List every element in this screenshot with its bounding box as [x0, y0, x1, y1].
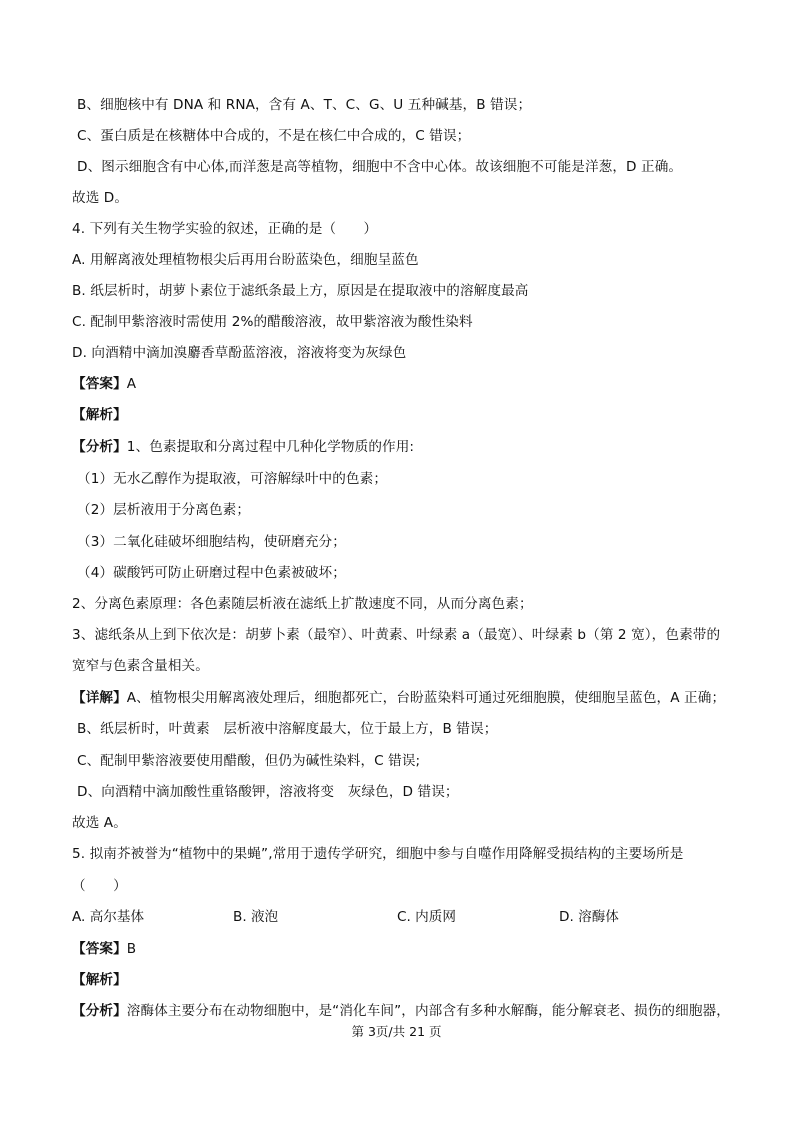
- text-line: （4）碳酸钙可防止研磨过程中色素被破坏；: [77, 565, 346, 581]
- analysis-line: [72, 438, 414, 456]
- analysis-tag: 【分析】: [72, 1003, 127, 1019]
- text-line: 2、分离色素原理：各色素随层析液在滤纸上扩散速度不同，从而分离色素；: [72, 596, 533, 612]
- analysis-heading: 【解析】: [72, 407, 127, 423]
- text-line: 3、滤纸条从上到下依次是：胡萝卜素（最窄）、叶黄素、叶绿素 a（最宽）、叶绿素 b（第 2 宽），色素带的: [72, 627, 721, 643]
- text-line: 故选 A。: [72, 815, 127, 831]
- text-line: （3）二氧化硅破坏细胞结构，使研磨充分；: [77, 534, 346, 550]
- text-line: B、细胞核中有 DNA 和 RNA，含有 A、T、C、G、U 五种碱基，B 错误；: [77, 97, 532, 113]
- question-5-option-b: B. 液泡: [233, 909, 279, 925]
- text-line: （1）无水乙醇作为提取液，可溶解绿叶中的色素；: [77, 471, 388, 487]
- question-5: 5. 拟南芥被誉为“植物中的果蝇”,常用于遗传学研究，细胞中参与自噬作用降解受损结构的主要场所是: [72, 846, 684, 862]
- detail-tag: 【详解】: [72, 690, 127, 706]
- analysis-text: 1、色素提取和分离过程中几种化学物质的作用:: [126, 439, 415, 455]
- answer-line: [72, 375, 136, 393]
- analysis-line: [72, 1002, 730, 1020]
- analysis-heading: 【解析】: [72, 972, 127, 988]
- text-line: B、纸层析时，叶黄素 层析液中溶解度最大，位于最上方，B 错误；: [77, 721, 498, 737]
- question-4-option-b: B. 纸层析时，胡萝卜素位于滤纸条最上方，原因是在提取液中的溶解度最高: [72, 283, 529, 299]
- page-footer: 第 3页/共 21 页: [351, 1024, 442, 1039]
- question-4: 4. 下列有关生物学实验的叙述，正确的是（ ）: [72, 221, 378, 237]
- answer-line: [72, 940, 136, 958]
- answer-tag: 【答案】: [72, 941, 127, 957]
- question-4-option-a: A. 用解离液处理植物根尖后再用台盼蓝染色，细胞呈蓝色: [72, 252, 419, 268]
- analysis-tag: 【分析】: [72, 439, 127, 455]
- text-line: 故选 D。: [72, 190, 129, 206]
- question-4-option-d: D. 向酒精中滴加溴麝香草酚蓝溶液，溶液将变为灰绿色: [72, 345, 407, 361]
- question-5-options: [72, 908, 732, 926]
- question-5-blank: （ ）: [72, 878, 127, 894]
- detail-line: [72, 689, 725, 707]
- answer-value: A: [126, 376, 137, 392]
- text-line: 宽窄与色素含量相关。: [72, 658, 209, 674]
- detail-text: A、植物根尖用解离液处理后，细胞都死亡，台盼蓝染料可通过死细胞膜，使细胞呈蓝色，A 正确；: [126, 690, 726, 706]
- text-line: C、蛋白质是在核糖体中合成的，不是在核仁中合成的，C 错误；: [77, 128, 471, 144]
- answer-value: B: [126, 941, 137, 957]
- text-line: C、配制甲紫溶液要使用醋酸，但仍为碱性染料，C 错误;: [77, 753, 421, 769]
- answer-tag: 【答案】: [72, 376, 127, 392]
- text-line: D、向酒精中滴加酸性重铬酸钾，溶液将变 灰绿色，D 错误；: [77, 784, 459, 800]
- question-5-option-c: C. 内质网: [397, 909, 456, 925]
- text-line: D、图示细胞含有中心体,而洋葱是高等植物，细胞中不含中心体。故该细胞不可能是洋葱，D 正确。: [77, 159, 683, 175]
- text-line: （2）层析液用于分离色素；: [77, 502, 251, 518]
- question-5-option-d: D. 溶酶体: [559, 909, 619, 925]
- question-5-option-a: A. 高尔基体: [72, 909, 145, 925]
- question-4-option-c: C. 配制甲紫溶液时需使用 2%的醋酸溶液，故甲紫溶液为酸性染料: [72, 314, 473, 330]
- analysis-text: 溶酶体主要分布在动物细胞中，是“消化车间”，内部含有多种水解酶，能分解衰老、损伤的细胞器，: [126, 1003, 730, 1019]
